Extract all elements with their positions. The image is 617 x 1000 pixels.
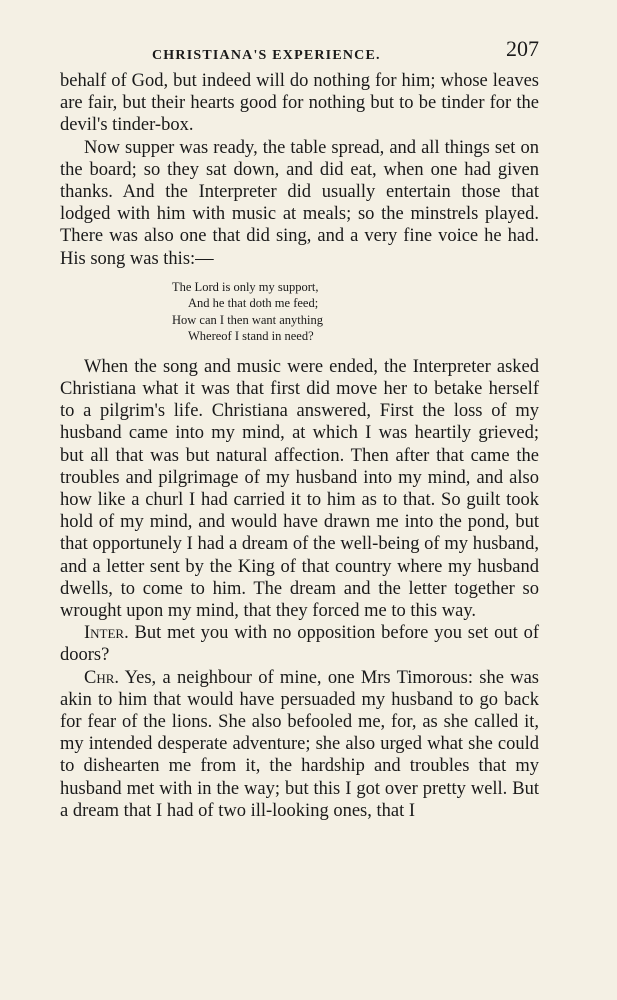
speaker-label: Chr. [84,667,120,688]
verse-line: And he that doth me feed; [188,296,319,311]
song-verse [60,279,539,345]
running-head: CHRISTIANA'S EXPERIENCE. [152,48,381,63]
paragraph-chr [60,667,539,822]
dialogue-text: But met you with no opposition before you set out of doors? [60,623,539,666]
paragraph-inter [60,622,539,666]
body-text [60,70,539,822]
paragraph-christiana-answer: When the song and music were ended, the Interpreter asked Christiana what it was that first did move her to betake herself to a pilgrim's life. Christiana answered, First the loss of my husband came into my mind, at which I was heartily grieved; but all that was but natural affection. Then after that came the troubles and pilgrimage of my husband into my mind, and also how like a churl I had carried it to him as to that. So guilt took hold of my mind, and would have drawn me into the pond, but that opportunely I had a dream of the well-being of my husband, and a letter sent by the King of that country where my husband dwells, to come to him. The dream and the letter together so wrought upon my mind, that they forced me to this way. [60,356,539,622]
paragraph-continuation: behalf of God, but indeed will do nothing for him; whose leaves are fair, but their hearts good for nothing but to be tinder for the devil's tinder-box. [60,71,539,136]
verse-line: How can I then want anything [172,312,324,327]
paragraph-supper: Now supper was ready, the table spread, and all things set on the board; so they sat down, and did eat, when one had given thanks. And the Interpreter did usually entertain those that lodged with him with music at meals; so the minstrels played. There was also one that did sing, and a very fine voice he had. His song was this:— [60,137,539,269]
verse-line: Whereof I stand in need? [188,329,314,344]
verse-line: The Lord is only my support, [172,279,319,294]
page-header [60,30,539,70]
dialogue-text: Yes, a neighbour of mine, one Mrs Timorous: she was akin to him that would have persuaded my husband to go back for fear of the lions. She also befooled me, for, as she called it, my intended desperate adventure; she also urged what she could to dishearten me from it, the hardship and troubles that my husband met with in the way; but this I got over pretty well. But a dream that I had of two ill-looking ones, that I [60,667,539,821]
page-number: 207 [506,36,539,61]
speaker-label: Inter. [84,623,129,644]
